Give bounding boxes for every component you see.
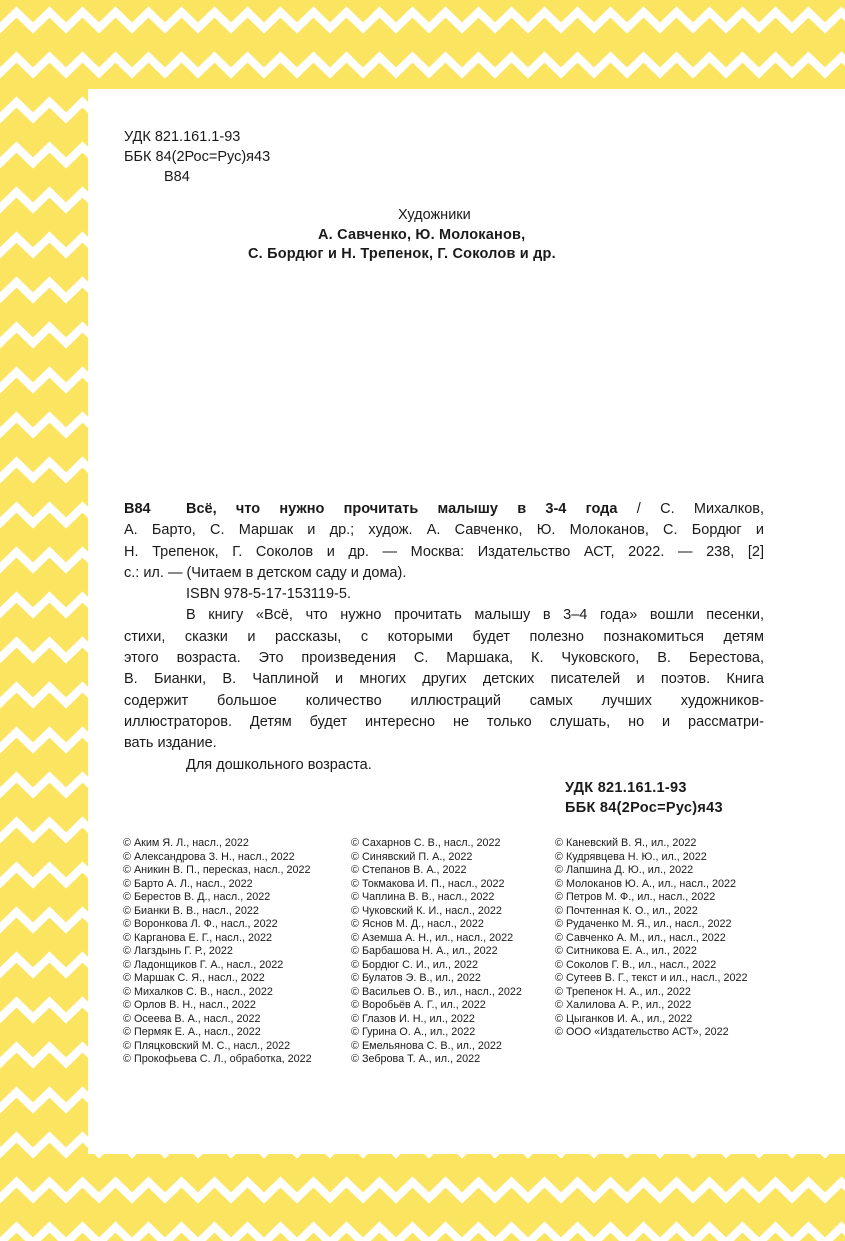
book-title: Всё, что нужно прочитать малышу в 3-4 года (186, 501, 618, 517)
artists-line-2: С. Бордюг и Н. Трепенок, Г. Соколов и др. (248, 246, 556, 262)
copyright-line: © Глазов И. Н., ил., 2022 (351, 1012, 475, 1025)
copyright-line: © Молоканов Ю. А., ил., насл., 2022 (555, 877, 737, 890)
copyright-line: © Почтенная К. О., ил., 2022 (555, 904, 698, 917)
copyright-line: © Лагздынь Г. Р., 2022 (123, 945, 233, 957)
copyright-line: © Гурина О. А., ил., 2022 (351, 1026, 476, 1038)
artists-heading: Художники (398, 207, 471, 223)
entry-line-2: А. Барто, С. Маршак и др.; худож. А. Савченко, Ю. Молоканов, С. Бордюг и (124, 522, 764, 539)
copyright-column-3 (555, 837, 748, 1040)
copyright-line: © Соколов Г. В., ил., насл., 2022 (555, 958, 717, 971)
copyright-line: © Савченко А. М., ил., насл., 2022 (555, 931, 726, 944)
copyright-line: © Пляцковский М. С., насл., 2022 (123, 1039, 291, 1052)
copyright-line: © Сутеев В. Г., текст и ил., насл., 2022 (555, 972, 748, 984)
copyright-line: © Александрова З. Н., насл., 2022 (123, 850, 295, 863)
copyright-line: © Халилова А. Р., ил., 2022 (555, 999, 692, 1011)
copyright-line: © Каневский В. Я., ил., 2022 (555, 837, 697, 849)
copyright-line: © Аземша А. Н., ил., насл., 2022 (351, 931, 514, 944)
entry-line-4: с.: ил. — (Читаем в детском саду и дома). (124, 564, 407, 581)
copyright-column-1 (123, 837, 312, 1067)
catalog-codes-top (124, 127, 270, 187)
copyright-line: © Воробьёв А. Г., ил., 2022 (351, 999, 486, 1011)
copyright-line: © Степанов В. А., 2022 (351, 864, 467, 876)
copyright-line: © Чаплина В. В., насл., 2022 (351, 891, 495, 903)
copyright-line: © Бианки В. В., насл., 2022 (123, 904, 259, 917)
copyright-line: © Синявский П. А., 2022 (351, 850, 473, 863)
annotation-line-1: В книгу «Всё, что нужно прочитать малышу в 3–4 года» вошли песенки, (186, 607, 764, 624)
copyright-line: © Зеброва Т. А., ил., 2022 (351, 1053, 481, 1065)
copyright-line: © Яснов М. Д., насл., 2022 (351, 918, 484, 930)
udk-code-bottom: УДК 821.161.1-93 (565, 780, 687, 796)
copyright-line: © Токмакова И. П., насл., 2022 (351, 877, 505, 890)
copyright-line: © Воронкова Л. Ф., насл., 2022 (123, 918, 278, 930)
audience-note: Для дошкольного возраста. (186, 756, 372, 773)
entry-line-1 (186, 499, 764, 520)
udk-code: УДК 821.161.1-93 (124, 129, 241, 145)
entry-code: В84 (124, 501, 151, 517)
zigzag-stripe (0, 57, 845, 73)
artists-line-1: А. Савченко, Ю. Молоканов, (318, 227, 526, 243)
copyright-line: © Васильев О. В., ил., насл., 2022 (351, 985, 522, 998)
copyright-line: © Прокофьева С. Л., обработка, 2022 (123, 1053, 312, 1065)
copyright-line: © Барто А. Л., насл., 2022 (123, 877, 253, 890)
copyright-line: © Ситникова Е. А., ил., 2022 (555, 945, 697, 957)
bbk-code-bottom: ББК 84(2Рос=Рус)я43 (565, 800, 723, 816)
entry-line-3: Н. Трепенок, Г. Соколов и др. — Москва: Издательство АСТ, 2022. — 238, [2] (124, 543, 764, 560)
annotation-line-5: содержит большое количество иллюстраций самых лучших художников- (124, 692, 764, 709)
copyright-line: © Емельянова С. В., ил., 2022 (351, 1039, 502, 1052)
imprint-page (88, 89, 845, 1154)
zigzag-stripe (0, 1227, 845, 1241)
copyright-line: © Маршак С. Я., насл., 2022 (123, 972, 265, 984)
copyright-line: © ООО «Издательство АСТ», 2022 (555, 1026, 729, 1038)
copyright-column-2 (351, 837, 522, 1067)
copyright-line: © Булатов Э. В., ил., 2022 (351, 972, 481, 984)
entry-line-1-rest: / С. Михалков, (617, 501, 765, 517)
copyright-line: © Цыганков И. А., ил., 2022 (555, 1012, 693, 1025)
copyright-line: © Сахарнов С. В., насл., 2022 (351, 837, 501, 849)
copyright-line: © Карганова Е. Г., насл., 2022 (123, 931, 272, 944)
copyright-line: © Рудаченко М. Я., ил., насл., 2022 (555, 918, 732, 930)
copyright-line: © Михалков С. В., насл., 2022 (123, 985, 273, 998)
copyright-line: © Барбашова Н. А., ил., 2022 (351, 945, 498, 957)
copyright-line: © Петров М. Ф., ил., насл., 2022 (555, 891, 716, 903)
bibliographic-entry (124, 499, 764, 776)
annotation-line-2: стихи, сказки и рассказы, с которыми будет полезно познакомиться детям (124, 628, 764, 645)
zigzag-stripe (0, 12, 845, 28)
bbk-code: ББК 84(2Рос=Рус)я43 (124, 149, 271, 165)
copyright-line: © Берестов В. Д., насл., 2022 (123, 891, 271, 903)
copyright-line: © Орлов В. Н., насл., 2022 (123, 999, 256, 1011)
annotation-line-6: иллюстраторов. Детям будет интересно не только слушать, но и рассматри- (124, 713, 764, 730)
isbn: ISBN 978-5-17-153119-5. (186, 586, 351, 603)
copyright-line: © Аким Я. Л., насл., 2022 (123, 837, 249, 849)
copyright-line: © Кудрявцева Н. Ю., ил., 2022 (555, 850, 707, 863)
copyright-line: © Пермяк Е. А., насл., 2022 (123, 1026, 261, 1038)
copyright-line: © Трепенок Н. А., ил., 2022 (555, 985, 691, 998)
catalog-codes-bottom (565, 778, 723, 818)
annotation-line-7: вать издание. (124, 735, 217, 752)
copyright-line: © Бордюг С. И., ил., 2022 (351, 958, 479, 971)
copyright-line: © Осеева В. А., насл., 2022 (123, 1012, 261, 1025)
copyright-line: © Чуковский К. И., насл., 2022 (351, 904, 502, 917)
author-mark: В84 (164, 169, 190, 185)
copyright-line: © Ладонщиков Г. А., насл., 2022 (123, 958, 284, 971)
zigzag-stripe (0, 1182, 845, 1198)
annotation-line-4: В. Бианки, В. Чаплиной и многих других детских писателей и поэтов. Книга (124, 671, 764, 688)
annotation-line-3: этого возраста. Это произведения С. Маршака, К. Чуковского, В. Берестова, (124, 650, 764, 667)
copyright-line: © Аникин В. П., пересказ, насл., 2022 (123, 864, 311, 876)
copyright-line: © Лапшина Д. Ю., ил., 2022 (555, 864, 694, 876)
